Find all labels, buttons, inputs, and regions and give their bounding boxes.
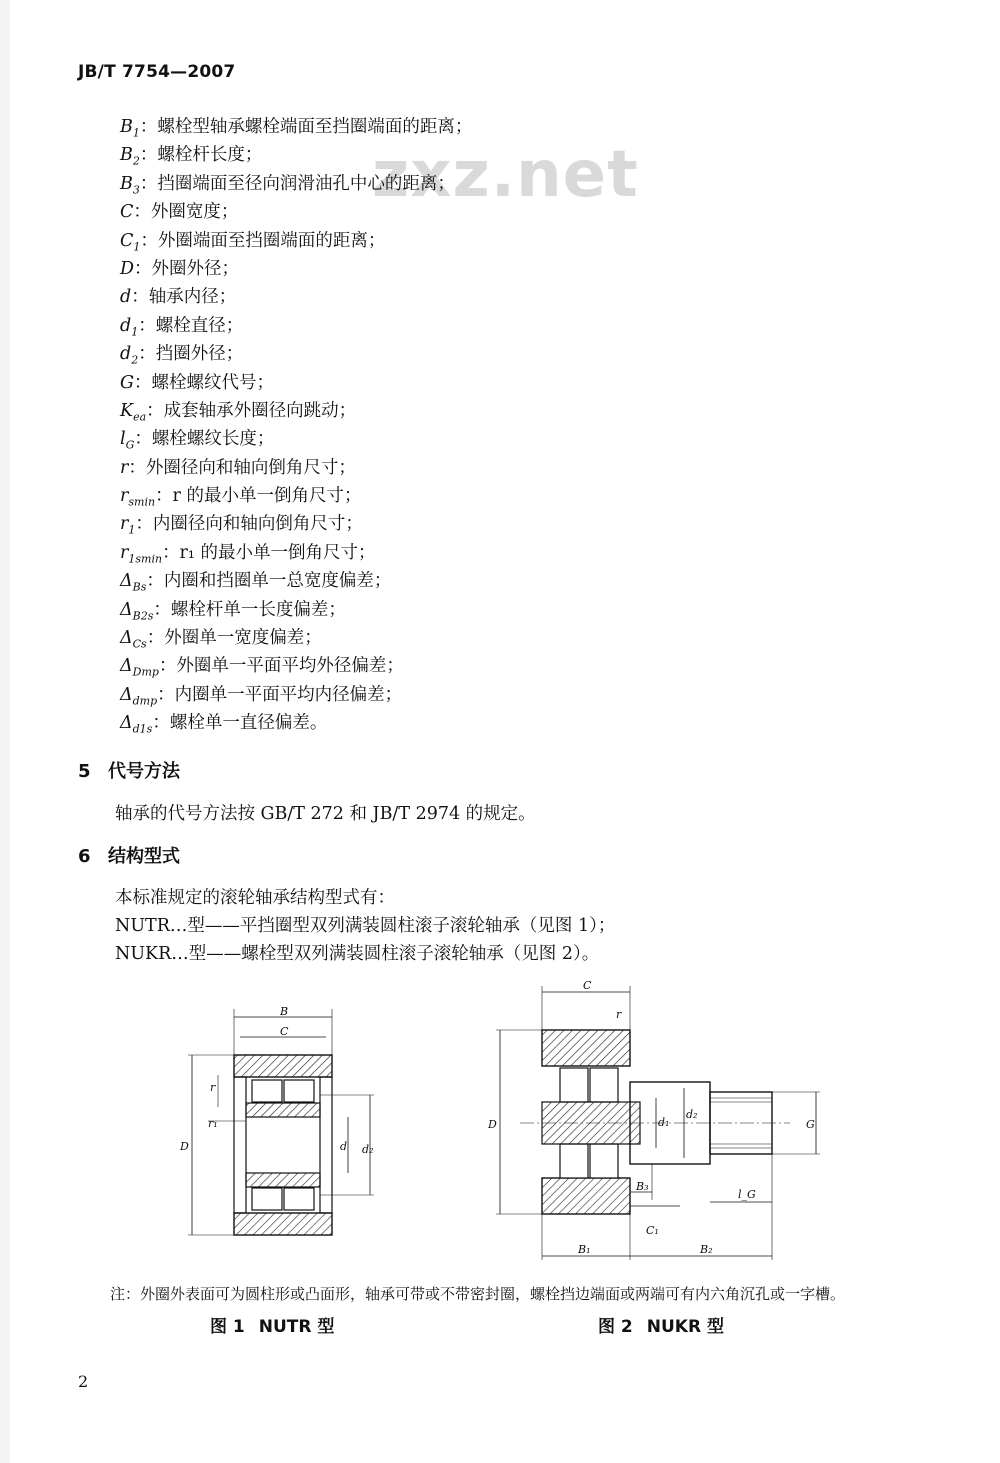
symbol-base: r xyxy=(120,542,129,563)
dim-label-lg: l_G xyxy=(738,1188,756,1201)
symbol xyxy=(120,684,158,708)
symbol-subscript: dmp xyxy=(132,694,158,708)
dim-label-b3: B₃ xyxy=(636,1180,649,1193)
section-6-line: NUTR…型——平挡圈型双列满装圆柱滚子滚轮轴承（见图 1）； xyxy=(115,916,616,936)
inner-ring-top xyxy=(246,1103,320,1117)
symbol-description: ：外圈宽度； xyxy=(133,202,239,223)
symbol-base: Δ xyxy=(120,713,133,734)
symbol-base: D xyxy=(120,258,135,279)
roller xyxy=(590,1068,618,1102)
symbol xyxy=(120,400,147,424)
symbol-description: ：内圈径向和轴向倒角尺寸； xyxy=(135,514,363,535)
symbol xyxy=(120,145,140,168)
symbol-definition xyxy=(120,312,472,340)
figure-2-nukr-drawing xyxy=(480,978,840,1260)
symbol-base: C xyxy=(120,202,134,223)
symbol xyxy=(120,713,153,736)
symbol-subscript: 1smin xyxy=(128,552,163,566)
symbol-definition xyxy=(120,255,472,283)
symbol-description: ：内圈和挡圈单一总宽度偏差； xyxy=(146,571,392,592)
symbol xyxy=(120,315,139,339)
figure-2-caption xyxy=(598,1312,724,1337)
dim-label-d-outer: D xyxy=(180,1140,189,1153)
watermark: zxz.net xyxy=(372,138,639,212)
dim-label-b1: B₁ xyxy=(578,1243,591,1256)
symbol xyxy=(120,230,141,254)
symbol-base: r xyxy=(120,486,129,507)
symbol-definition xyxy=(120,340,472,368)
side-rim xyxy=(320,1077,332,1213)
dim-label-r1: r₁ xyxy=(208,1117,218,1130)
symbol-subscript: B2s xyxy=(132,609,154,623)
symbol-description: ：外圈端面至挡圈端面的距离； xyxy=(140,230,386,251)
dim-label-b2: B₂ xyxy=(700,1243,713,1256)
symbol-list xyxy=(120,113,472,738)
roller xyxy=(284,1188,314,1210)
symbol-subscript: 1 xyxy=(128,523,136,537)
symbol-definition xyxy=(120,709,472,737)
symbol-base: B xyxy=(120,117,133,137)
symbol-base: Δ xyxy=(120,599,133,620)
symbol-subscript: Cs xyxy=(132,637,147,651)
symbol-subscript: 1 xyxy=(133,240,141,254)
outer-ring-top xyxy=(542,1030,630,1066)
symbol-definition xyxy=(120,425,472,453)
inner-ring-bottom xyxy=(246,1173,320,1187)
caption-label: 图 2 xyxy=(598,1317,633,1337)
symbol xyxy=(120,373,134,393)
symbol-description: ：螺栓单一直径偏差。 xyxy=(152,713,328,734)
roller xyxy=(560,1144,588,1178)
symbol-base: C xyxy=(120,230,134,251)
figure-1-nutr-drawing xyxy=(170,995,400,1270)
symbol-subscript: 2 xyxy=(132,154,140,168)
symbol xyxy=(120,287,131,307)
symbol-base: Δ xyxy=(120,656,133,677)
dim-label-d: d xyxy=(340,1140,348,1153)
figure-1-caption xyxy=(210,1312,334,1337)
symbol xyxy=(120,571,147,594)
symbol-base: r xyxy=(120,457,129,478)
symbol-definition xyxy=(120,369,472,397)
symbol xyxy=(120,514,136,537)
section-number: 6 xyxy=(78,846,91,867)
symbol xyxy=(120,429,135,452)
bore xyxy=(246,1117,320,1173)
symbol-description: ：螺栓杆单一长度偏差； xyxy=(153,599,346,620)
symbol-definition xyxy=(120,283,472,311)
roller xyxy=(590,1144,618,1178)
symbol-subscript: 1 xyxy=(132,126,140,140)
symbol-subscript: G xyxy=(125,438,135,452)
symbol-base: Δ xyxy=(120,571,133,592)
symbol-description: ：螺栓螺纹代号； xyxy=(133,372,274,393)
dim-label-r: r xyxy=(210,1081,216,1094)
symbol xyxy=(120,542,163,566)
symbol-definition xyxy=(120,198,472,226)
symbol-description: ：成套轴承外圈径向跳动； xyxy=(146,400,357,421)
symbol-definition xyxy=(120,539,472,567)
roller xyxy=(284,1080,314,1102)
symbol-definition xyxy=(120,681,472,709)
outer-ring-top xyxy=(234,1055,332,1077)
symbol-definition xyxy=(120,454,472,482)
symbol-base: l xyxy=(120,429,126,450)
figure-note: 注：外圈外表面可为圆柱形或凸面形，轴承可带或不带密封圈，螺栓挡边端面或两端可有内六角沉孔或一字槽。 xyxy=(110,1285,846,1303)
page-number: 2 xyxy=(78,1372,89,1391)
section-title: 代号方法 xyxy=(108,761,180,782)
symbol-description: ：挡圈外径； xyxy=(138,344,244,365)
symbol-description: ：r₁ 的最小单一倒角尺寸； xyxy=(162,542,376,563)
symbol-subscript: Bs xyxy=(132,580,147,594)
symbol xyxy=(120,117,140,140)
symbol-base: B xyxy=(120,173,133,194)
symbol-definition xyxy=(120,397,472,425)
symbol xyxy=(120,202,133,222)
symbol-definition xyxy=(120,227,472,255)
section-number: 5 xyxy=(78,761,91,782)
dim-label-b: B xyxy=(280,1005,289,1018)
symbol-base: r xyxy=(120,514,129,535)
symbol xyxy=(120,173,140,197)
section-title: 结构型式 xyxy=(108,846,180,867)
dim-label-g: G xyxy=(806,1118,815,1131)
symbol-description: ：螺栓杆长度； xyxy=(139,145,263,166)
symbol-description: ：外圈单一宽度偏差； xyxy=(146,628,322,649)
outer-ring-bottom xyxy=(542,1178,630,1214)
dim-label-c: C xyxy=(583,979,592,992)
section-6-heading xyxy=(78,842,180,868)
symbol-subscript: ea xyxy=(133,410,147,424)
symbol xyxy=(120,656,159,679)
symbol-definition xyxy=(120,170,472,198)
symbol-definition xyxy=(120,624,472,652)
symbol-definition xyxy=(120,510,472,538)
caption-name: NUKR 型 xyxy=(646,1317,724,1337)
symbol-definition xyxy=(120,482,472,510)
symbol-subscript: 3 xyxy=(132,183,140,197)
symbol-base: K xyxy=(120,400,134,421)
dim-label-r: r xyxy=(616,1008,622,1021)
dim-label-d2: d₂ xyxy=(686,1108,698,1121)
symbol-base: d xyxy=(120,344,132,365)
symbol-description: ：r 的最小单一倒角尺寸； xyxy=(155,486,362,507)
dim-label-d2: d₂ xyxy=(362,1143,374,1156)
outer-ring-bottom xyxy=(234,1213,332,1235)
symbol xyxy=(120,628,147,651)
symbol xyxy=(120,599,154,623)
section-5-heading xyxy=(78,757,180,783)
symbol-description: ：外圈单一平面平均外径偏差； xyxy=(158,656,404,677)
dim-label-c: C xyxy=(280,1025,289,1038)
symbol-base: G xyxy=(120,372,134,393)
symbol-base: d xyxy=(120,315,132,336)
symbol-description: ：轴承内径； xyxy=(131,287,237,308)
symbol xyxy=(120,486,156,509)
symbol-definition xyxy=(120,652,472,680)
section-6-line: 本标准规定的滚轮轴承结构型式有： xyxy=(115,888,395,908)
symbol-base: Δ xyxy=(120,628,133,649)
symbol xyxy=(120,259,134,279)
side-rim xyxy=(234,1077,246,1213)
symbol-base: Δ xyxy=(120,684,133,705)
dim-label-c1: C₁ xyxy=(646,1224,659,1237)
symbol-subscript: 2 xyxy=(131,353,139,367)
symbol-description: ：内圈单一平面平均内径偏差； xyxy=(157,684,403,705)
dim-label-d1: d₁ xyxy=(658,1116,670,1129)
section-5-body: 轴承的代号方法按 GB/T 272 和 JB/T 2974 的规定。 xyxy=(115,804,536,824)
symbol-subscript: d1s xyxy=(132,722,153,736)
symbol-definition xyxy=(120,113,472,141)
caption-name: NUTR 型 xyxy=(258,1317,335,1337)
dim-label-d-outer: D xyxy=(488,1118,497,1131)
symbol-subscript: smin xyxy=(128,495,156,509)
symbol-subscript: 1 xyxy=(131,325,139,339)
symbol xyxy=(120,344,139,367)
symbol-definition xyxy=(120,567,472,595)
symbol-base: d xyxy=(120,287,132,308)
standard-code-header: JB/T 7754—2007 xyxy=(78,62,236,82)
caption-label: 图 1 xyxy=(210,1317,245,1337)
symbol-definition xyxy=(120,596,472,624)
roller xyxy=(560,1068,588,1102)
roller xyxy=(252,1188,282,1210)
symbol-description: ：外圈外径； xyxy=(134,258,240,279)
symbol-description: ：外圈径向和轴向倒角尺寸； xyxy=(128,457,356,478)
symbol-description: ：螺栓螺纹长度； xyxy=(134,429,275,450)
symbol-definition xyxy=(120,141,472,169)
symbol-description: ：螺栓型轴承螺栓端面至挡圈端面的距离； xyxy=(139,117,473,137)
symbol-description: ：挡圈端面至径向润滑油孔中心的距离； xyxy=(139,173,455,194)
section-6-line: NUKR…型——螺栓型双列满装圆柱滚子滚轮轴承（见图 2）。 xyxy=(115,944,600,964)
roller xyxy=(252,1080,282,1102)
symbol-base: B xyxy=(120,145,133,166)
symbol-subscript: Dmp xyxy=(132,665,159,679)
symbol-description: ：螺栓直径； xyxy=(138,315,244,336)
